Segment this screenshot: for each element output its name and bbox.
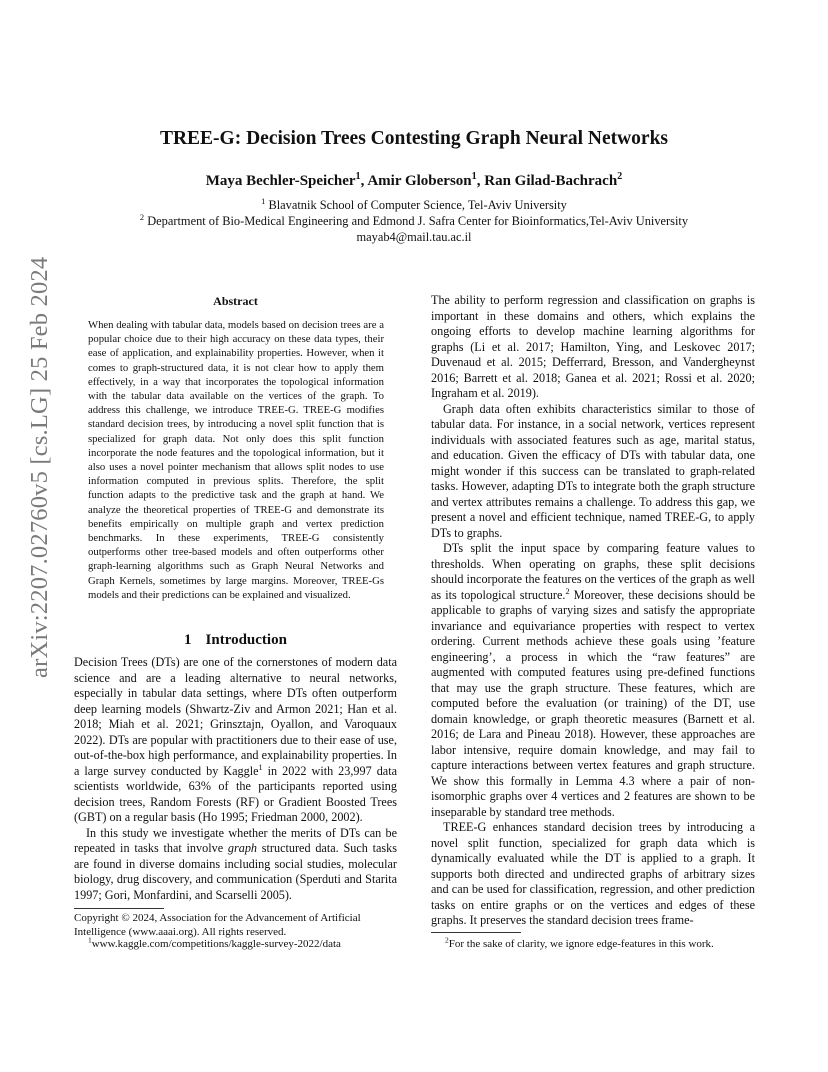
- paragraph: [74, 655, 397, 826]
- paragraph: TREE-G enhances standard decision trees by introducing a novel split function, specialized for graph data which is dynamically evaluated while the DT is applied to a graph. It supports both directed and undirected graphs of arbitrary sizes and can be used for classification, regression, and other prediction tasks on entire graphs or on the vertices and edges of these graphs. It preserves the standard decision trees frame-: [431, 820, 755, 927]
- right-column-body: [431, 293, 755, 929]
- footnote-rule: [431, 932, 521, 933]
- author-name: Ran Gilad-Bachrach: [484, 173, 618, 189]
- author-name: Amir Globerson: [367, 173, 472, 189]
- paragraph-text: DTs split the input space by comparing feature values to thresholds. When operating on graphs, these split decisions should incorporate the features on the vertices of the graph as well as its topological structure.: [431, 541, 755, 602]
- section-heading: [74, 632, 397, 649]
- author-affil-mark: 2: [617, 171, 623, 182]
- footnote-text: www.kaggle.com/competitions/kaggle-survey-2022/data: [91, 938, 341, 950]
- paper-title: TREE-G: Decision Trees Contesting Graph Neural Networks: [159, 128, 669, 149]
- paragraph: The ability to perform regression and classification on graphs is important in these domains and others, which explains the ongoing efforts to develop machine learning algorithms for graphs (Li et al. 2017; Hamilton, Ying, and Leskovec 2017; Duvenaud et al. 2015; Defferrard, Bresson, and Vandergheynst 2016; Barrett et al. 2018; Ganea et al. 2021; Rossi et al. 2020; Ingraham et al. 2019).: [431, 293, 755, 400]
- paragraph-text: Decision Trees (DTs) are one of the cornerstones of modern data science and are a leading alternative to neural networks, especially in tabular data settings, where DTs often outperform deep learning models (Shwartz-Ziv and Armon 2021; Han et al. 2018; Miah et al. 2021; Grinsztajn, Oyallon, and Varoquaux 2022). DTs are popular with practitioners due to their ease of use, out-of-the-box high performance, and explainability properties. In a large survey conducted by Kaggle: [74, 655, 397, 778]
- abstract-heading: Abstract: [213, 294, 258, 308]
- author-list: Maya Bechler-Speicher$^1$, Amir Globerson$^1$, Ran Gilad-Bachrach$^2$: [205, 171, 623, 189]
- paragraph-text: in 2022 with 23,997 data scientists worldwide, 63% of the participants reported using decision trees, Random Forests (RF) or Gradient Boosted Trees (GBT) on a regular basis (Ho 1995; Friedman 2000, 2002).: [74, 763, 397, 824]
- author-affil-mark: 1: [355, 171, 361, 182]
- footnote-mark: 2: [565, 586, 570, 596]
- copyright-notice: Copyright © 2024, Association for the Advancement of Artificial Intelligence (www.aaai.org). All rights reserved.: [74, 912, 361, 938]
- abstract-text: When dealing with tabular data, models based on decision trees are a popular choice due to their high accuracy on these data types, their ease of application, and explainability properties. However, when it comes to graph-structured data, it is not clear how to apply them effectively, in a way that incorporates the topological information with the tabular data available on the vertices of the graph. To address this challenge, we introduce TREE-G. TREE-G modifies standard decision trees, by introducing a novel split function that is specialized for graph data. Not only does this split function incorporate the node features and the topological information, but it also uses a novel pointer mechanism that allows split nodes to use information computed in previous splits. Therefore, the split function adapts to the predictive task and the graph at hand. We analyze the theoretical properties of TREE-G and demonstrate its benefits empirically on multiple graph and vertex prediction benchmarks. In these experiments, TREE-G consistently outperforms other tree-based models and often outperforms other graph-learning algorithms such as Graph Neural Networks and Graph Kernels, sometimes by large margins. Moreover, TREE-Gs models and their predictions can be explained and visualized.: [88, 319, 384, 601]
- paragraph-text: Moreover, these decisions should be applicable to graphs of varying sizes and satisfy the appropriate invariance and equivariance properties with respect to vertex ordering. Current methods achieve these goals using ’feature engineering’, a process in which the “raw features” are augmented with computed features using pre-defined functions that may use the graph structure. These features, which are computed before the evaluation (or training) of the DT, use domain knowledge, or graph theoretic measures (Barnett et al. 2016; de Lara and Pineau 2018). However, these approaches are labor intensive, require domain knowledge, and may fail to capture interactions between vertex features and graph structure. We show this formally in Lemma 4.3 where a pair of non-isomorphic graphs over 4 vertices and 2 features are shown to be inseparable by standard tree methods.: [431, 587, 755, 819]
- footnote-1: [88, 935, 398, 952]
- affiliation-1: [74, 197, 754, 213]
- paragraph: [431, 541, 755, 820]
- paragraph: [74, 826, 397, 904]
- affil-mark: 2: [139, 211, 145, 222]
- paragraph: Graph data often exhibits characteristics similar to those of tabular data. For instance, in a social network, vertices represent individuals with associated features such as age, marital status, and education. Given the efficacy of DTs with tabular data, one might wonder if this success can be translated to graph-related tasks. However, adapting DTs to integrate both the graph structure and vertex attributes remains a challenge. To address this gap, we present a novel and efficient technique, named TREE-G, to apply DTs to graphs.: [431, 401, 755, 540]
- intro-body: [74, 655, 397, 903]
- affil-mark: 1: [261, 195, 266, 206]
- footnote-text: For the sake of clarity, we ignore edge-features in this work.: [448, 938, 714, 950]
- emphasis: graph: [227, 841, 258, 855]
- footnote-rule: [74, 908, 164, 909]
- footnote-mark: 2: [445, 935, 449, 945]
- footnote-mark: 1: [258, 762, 263, 772]
- affiliation-2: [74, 213, 754, 229]
- arxiv-side-label: arXiv:2207.02760v5 [cs.LG] 25 Feb 2024: [26, 256, 53, 678]
- affil-text: Blavatnik School of Computer Science, Tel-Aviv University: [265, 198, 567, 212]
- section-title: Introduction: [205, 632, 287, 648]
- author-affil-mark: 1: [471, 171, 477, 182]
- author-name: Maya Bechler-Speicher: [205, 173, 356, 189]
- affil-text: Department of Bio-Medical Engineering and Edmond J. Safra Center for Bioinformatics,Tel-Aviv University: [144, 214, 689, 228]
- author-email: mayab4@mail.tau.ac.il: [356, 230, 472, 244]
- paragraph-text: structured data. Such tasks are found in diverse domains including social studies, molecular biology, drug discovery, and communication (Sperduti and Starita 1997; Gori, Monfardini, and Scarselli 2005).: [74, 841, 397, 902]
- paragraph-text: In this study we investigate whether the merits of DTs can be repeated in tasks that involve: [74, 825, 397, 855]
- footnote-mark: 1: [88, 935, 92, 945]
- footnote-2: [445, 935, 755, 952]
- section-number: 1: [184, 632, 192, 648]
